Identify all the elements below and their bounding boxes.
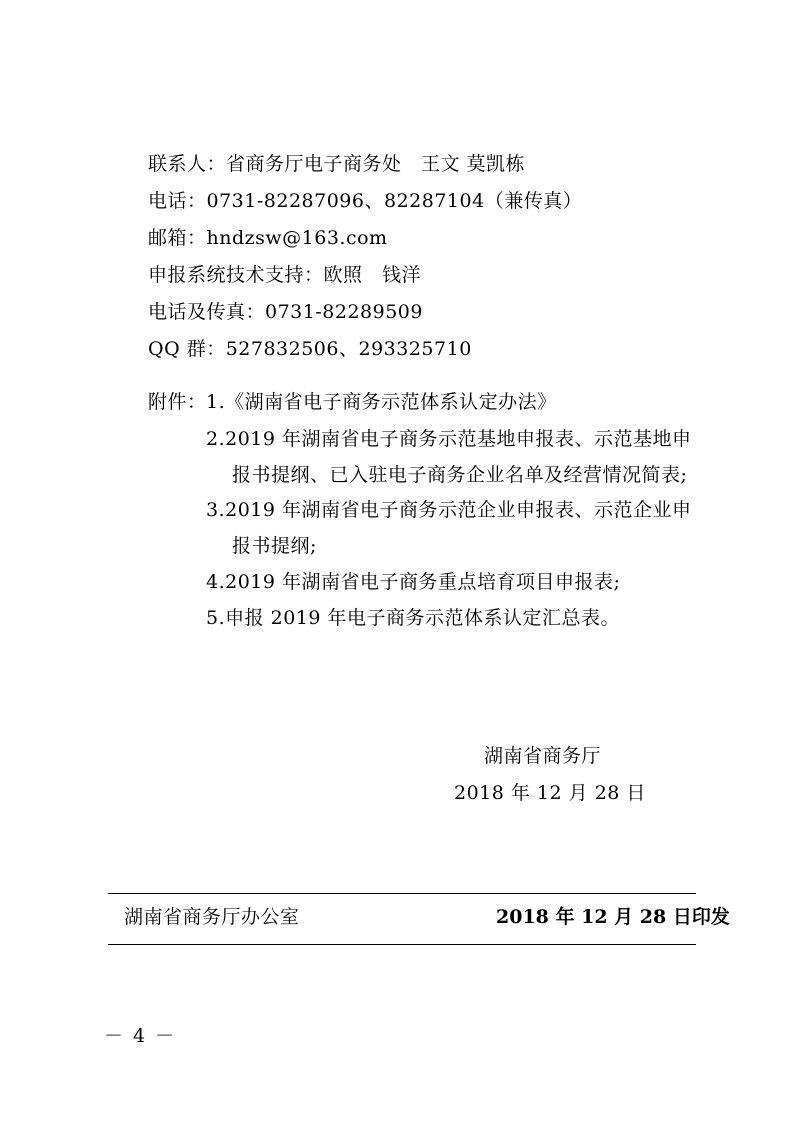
attachment-item-continued: 报书提纲、已入驻电子商务企业名单及经营情况简表;: [232, 464, 688, 486]
footer-bottom-rule: [108, 944, 696, 945]
signature-date: 2018 年 12 月 28 日: [454, 782, 646, 804]
attachment-item: 4.2019 年湖南省电子商务重点培育项目申报表;: [206, 571, 621, 593]
page-number: － 4 －: [104, 1025, 177, 1047]
attachment-item: 1.《湖南省电子商务示范体系认定办法》: [206, 391, 557, 413]
attachment-item: 3.2019 年湖南省电子商务示范企业申报表、示范企业申: [206, 499, 692, 521]
tech-phone-fax: 电话及传真：0731-82289509: [148, 301, 423, 323]
signature-organization: 湖南省商务厅: [484, 745, 602, 767]
attachment-item: 2.2019 年湖南省电子商务示范基地申报表、示范基地申: [206, 428, 692, 450]
attachments-label: 附件：: [148, 391, 207, 413]
contact-phone: 电话：0731-82287096、82287104（兼传真）: [148, 190, 583, 212]
contact-email: 邮箱：hndzsw@163.com: [148, 227, 388, 249]
footer-issuer: 湖南省商务厅办公室: [124, 906, 300, 928]
footer-top-rule: [108, 893, 696, 894]
attachment-item-continued: 报书提纲;: [232, 535, 317, 557]
qq-group: QQ 群：527832506、293325710: [148, 338, 472, 360]
contact-person: 联系人：省商务厅电子商务处 王文 莫凯栋: [148, 153, 526, 175]
footer-issue-date: 2018 年 12 月 28 日印发: [496, 906, 730, 928]
attachment-item: 5.申报 2019 年电子商务示范体系认定汇总表。: [206, 607, 621, 629]
tech-support: 申报系统技术支持：欧照 钱洋: [148, 264, 422, 286]
